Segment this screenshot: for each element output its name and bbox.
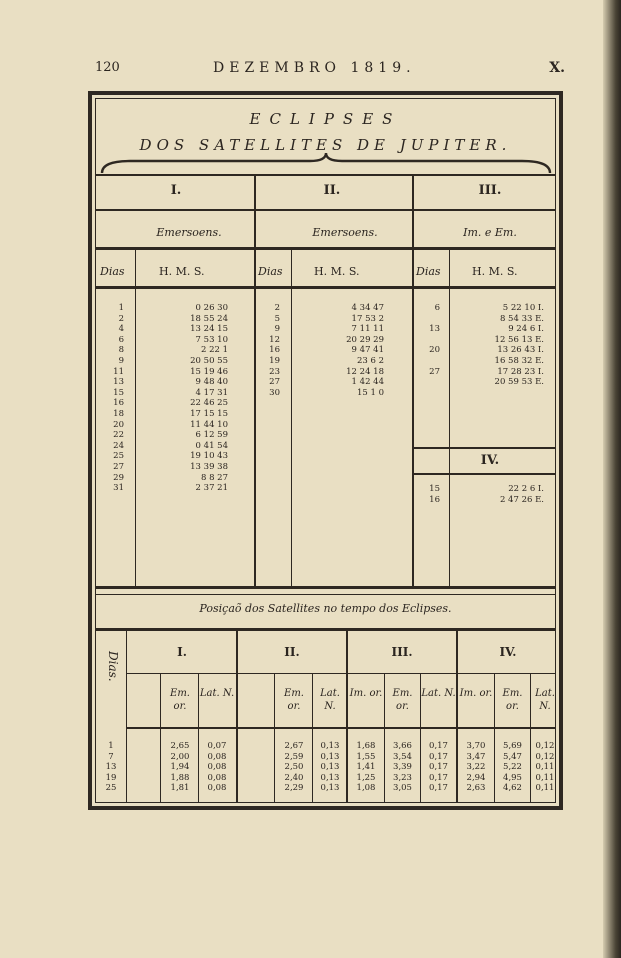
sat3-subheader: Im. e Em.	[463, 226, 517, 239]
position-cell: 25	[105, 783, 117, 793]
table-cell-time: 20 29 29	[346, 334, 384, 345]
position-cell: 2,29	[284, 783, 304, 793]
position-cell: 4,95	[503, 772, 522, 783]
table-cell-day: 13	[113, 377, 124, 388]
table-cell-day: 19	[269, 355, 280, 366]
position-cell: 1,25	[356, 772, 376, 783]
pos-I-em-column	[162, 741, 198, 794]
position-cell: 0,17	[429, 762, 448, 772]
pos-days-column	[100, 741, 122, 794]
table-cell-time: 2 37 21	[195, 483, 228, 494]
table-cell-day	[414, 377, 440, 388]
pos-IV-im-column	[458, 741, 494, 794]
brace-ornament	[100, 151, 552, 175]
position-cell: 0,08	[207, 772, 227, 783]
pos-III-lat-head: Lat. N.	[421, 688, 456, 699]
table-cell-time: 4 34 47	[351, 303, 384, 313]
rule-col-head	[96, 286, 555, 289]
pos-IV-em-head: Em. or.	[502, 688, 523, 712]
sat4-days-column	[414, 484, 440, 505]
position-cell: 0,17	[429, 772, 448, 783]
position-cell: 3,23	[393, 772, 412, 783]
position-cell: 4,62	[503, 783, 522, 793]
table-cell-day: 12	[269, 334, 280, 345]
table-cell-day: 6	[118, 334, 124, 345]
position-cell: 0,12	[535, 751, 555, 762]
rule-pos-top	[96, 594, 555, 595]
divider-dias2	[291, 250, 292, 586]
position-cell: 3,66	[393, 741, 412, 751]
pos-II-em-column	[276, 741, 312, 794]
position-cell: 0,13	[320, 741, 340, 751]
position-cell: 2,67	[284, 741, 304, 751]
pos-sat4-header: IV.	[499, 645, 517, 659]
position-cell: 1,41	[356, 762, 376, 772]
sat1-hms-label: H. M. S.	[159, 265, 205, 278]
table-cell-day: 25	[113, 451, 124, 462]
rule-sat-head	[96, 209, 555, 211]
pos-III-em-head: Em. or.	[392, 688, 413, 712]
table-cell-time: 13 26 43 I.	[497, 345, 544, 356]
position-cell: 1,08	[356, 783, 376, 793]
pos-III-im-head: Im. or.	[349, 688, 383, 699]
table-cell-day: 27	[113, 461, 124, 472]
position-cell: 5,22	[503, 762, 522, 772]
table-cell-day: 27	[269, 377, 280, 388]
table-cell-day: 29	[113, 472, 124, 483]
divider-dias1	[135, 250, 136, 586]
table-cell-time: 17 53 2	[351, 313, 384, 324]
pos-I-lat-column	[199, 741, 235, 794]
position-cell: 1,55	[356, 751, 376, 762]
table-cell-time: 7 53 10	[195, 334, 228, 345]
pos-sat3-header: III.	[391, 645, 413, 659]
sat1-times-column	[142, 303, 228, 494]
table-cell-time: 8 8 27	[200, 472, 228, 483]
position-cell: 0,13	[320, 762, 340, 772]
table-cell-time: 20 50 55	[190, 355, 228, 366]
table-cell-time: 12 56 13 E.	[494, 334, 544, 345]
rule-upper-bottom	[96, 586, 555, 589]
pos-III-lat-column	[421, 741, 456, 794]
table-cell-time: 0 41 54	[195, 440, 228, 451]
position-cell: 0,07	[207, 741, 227, 751]
pos-IV-im-head: Im. or.	[459, 688, 493, 699]
pos-I-lat-head: Lat. N.	[199, 688, 235, 699]
table-cell-day: 1	[118, 303, 124, 313]
position-cell: 1,68	[356, 741, 376, 751]
table-cell-time: 13 24 15	[190, 324, 228, 335]
pos-sat1-header: I.	[177, 645, 187, 659]
position-cell: 13	[105, 762, 117, 772]
sat2-times-column	[296, 303, 384, 398]
table-cell-day: 16	[113, 398, 124, 409]
pos-sub-II-a	[274, 674, 275, 803]
table-cell-day: 23	[269, 366, 280, 377]
pos-III-em-column	[385, 741, 420, 794]
position-cell: 19	[105, 772, 117, 783]
position-cell: 5,47	[503, 751, 522, 762]
position-cell: 0,08	[207, 762, 227, 772]
table-cell-day: 2	[118, 313, 124, 324]
positions-title: Posiçaõ dos Satellites no tempo dos Eclipses.	[199, 602, 452, 615]
rule-sat4-head	[414, 473, 555, 475]
pos-IV-em-column	[495, 741, 530, 794]
position-cell: 2,40	[284, 772, 304, 783]
table-cell-day: 15	[429, 484, 440, 494]
position-cell: 0,12	[535, 741, 555, 751]
table-cell-day: 8	[118, 345, 124, 356]
table-cell-day: 31	[113, 483, 124, 494]
table-cell-time: 2 22 1	[200, 345, 228, 356]
sat3-header: III.	[478, 183, 502, 198]
position-cell: 5,69	[503, 741, 522, 751]
pos-IV-lat-column	[531, 741, 559, 794]
page-number: 120	[95, 60, 120, 75]
position-cell: 1,88	[170, 772, 190, 783]
table-cell-time: 7 11 11	[351, 324, 384, 335]
eclipse-table-frame	[88, 91, 563, 810]
pos-divider-dias	[126, 631, 127, 803]
rule-pos-title	[96, 628, 555, 631]
position-cell: 3,05	[393, 783, 412, 793]
sat2-dias-label: Dias	[258, 265, 283, 278]
table-cell-time: 15 19 46	[190, 366, 228, 377]
sat1-subheader: Emersoens.	[156, 226, 222, 239]
table-cell-time: 20 59 53 E.	[494, 377, 544, 388]
pos-dias-label: Dias.	[106, 651, 120, 682]
sat2-hms-label: H. M. S.	[314, 265, 360, 278]
position-cell: 0,17	[429, 741, 448, 751]
position-cell: 2,63	[466, 783, 486, 793]
pos-II-lat-head: Lat. N.	[320, 688, 340, 712]
sat1-days-column	[98, 303, 124, 494]
table-cell-day: 9	[118, 355, 124, 366]
position-cell: 3,22	[466, 762, 486, 772]
table-cell-day: 4	[118, 324, 124, 335]
table-cell-day: 24	[113, 440, 124, 451]
table-cell-time: 11 44 10	[190, 419, 228, 430]
sat2-header: II.	[323, 183, 341, 198]
table-cell-day: 11	[113, 366, 124, 377]
table-cell-time: 5 22 10 I.	[502, 303, 544, 313]
table-cell-day: 15	[113, 387, 124, 398]
table-cell-day: 18	[113, 408, 124, 419]
table-cell-day: 9	[274, 324, 280, 335]
pos-II-lat-column	[313, 741, 347, 794]
table-cell-time: 9 48 40	[195, 377, 228, 388]
pos-sat2-header: II.	[284, 645, 300, 659]
position-cell: 0,08	[207, 783, 227, 793]
position-cell: 2,00	[170, 751, 190, 762]
table-cell-day: 27	[429, 366, 440, 377]
position-cell: 0,11	[535, 783, 555, 793]
position-cell: 1,94	[170, 762, 190, 772]
position-cell: 3,70	[466, 741, 486, 751]
table-cell-day: 20	[113, 419, 124, 430]
pos-IV-lat-head: Lat. N.	[535, 688, 555, 712]
position-cell: 0,13	[320, 751, 340, 762]
table-cell-time: 18 55 24	[190, 313, 228, 324]
sat3-days-column	[414, 303, 440, 388]
pos-I-em-head: Em. or.	[170, 688, 190, 712]
position-cell: 0,13	[320, 783, 340, 793]
position-cell: 0,13	[320, 772, 340, 783]
table-cell-time: 17 15 15	[190, 408, 228, 419]
sat4-header: IV.	[480, 453, 500, 468]
pos-III-im-column	[348, 741, 384, 794]
table-cell-day	[414, 335, 440, 346]
pos-II-em-head: Em. or.	[284, 688, 304, 712]
sat3-dias-label: Dias	[416, 265, 441, 278]
position-cell: 0,11	[535, 762, 555, 772]
position-cell: 3,47	[466, 751, 486, 762]
section-number: X.	[549, 60, 565, 76]
table-cell-time: 12 24 18	[346, 366, 384, 377]
table-cell-time: 1 42 44	[351, 377, 384, 388]
position-cell: 3,54	[393, 751, 412, 762]
table-cell-time: 16 58 32 E.	[494, 355, 544, 366]
table-cell-time: 9 24 6 I.	[508, 324, 544, 335]
sat3-hms-label: H. M. S.	[472, 265, 518, 278]
table-cell-time: 22 2 6 I.	[508, 484, 544, 494]
position-cell: 2,50	[284, 762, 304, 772]
table-cell-day: 16	[429, 494, 440, 505]
table-cell-day: 6	[434, 303, 440, 313]
position-cell: 7	[108, 751, 114, 762]
table-title-line1: ECLIPSES	[249, 110, 402, 128]
table-cell-time: 22 46 25	[190, 398, 228, 409]
table-title-line2: DOS SATELLITES DE JUPITER.	[139, 136, 512, 154]
table-cell-day: 22	[113, 430, 124, 441]
table-cell-time: 15 1 0	[356, 387, 384, 398]
divider-dias3	[449, 250, 450, 586]
position-cell: 2,94	[466, 772, 486, 783]
table-cell-day: 20	[429, 345, 440, 356]
rule-pos-sat	[126, 673, 555, 674]
table-cell-day: 13	[429, 324, 440, 335]
position-cell: 0,11	[535, 772, 555, 783]
rule-pos-sub	[126, 727, 555, 729]
sat4-times-column	[454, 484, 544, 505]
table-cell-time: 23 6 2	[356, 355, 384, 366]
rule-sub-head	[96, 247, 555, 250]
position-cell: 1	[108, 741, 114, 751]
pos-sub-I-a	[160, 674, 161, 803]
position-cell: 2,65	[170, 741, 190, 751]
sat1-dias-label: Dias	[100, 265, 125, 278]
position-cell: 0,17	[429, 783, 448, 793]
page-edge-shadow	[603, 0, 621, 958]
position-cell: 3,39	[393, 762, 412, 772]
position-cell: 2,59	[284, 751, 304, 762]
table-cell-time: 6 12 59	[195, 430, 228, 441]
position-cell: 0,08	[207, 751, 227, 762]
pos-divider-I-II	[236, 631, 238, 803]
table-cell-time: 17 28 23 I.	[497, 366, 544, 377]
table-cell-day: 2	[274, 303, 280, 313]
table-cell-time: 2 47 26 E.	[499, 494, 544, 505]
sat3-times-column	[454, 303, 544, 388]
table-cell-day	[414, 356, 440, 367]
table-cell-day	[414, 314, 440, 325]
rule-upper-top	[96, 174, 555, 176]
table-cell-time: 0 26 30	[195, 303, 228, 313]
sat1-header: I.	[170, 183, 182, 198]
table-cell-day: 30	[269, 387, 280, 398]
sat2-subheader: Emersoens.	[312, 226, 378, 239]
position-cell: 0,17	[429, 751, 448, 762]
table-cell-time: 13 39 38	[190, 461, 228, 472]
table-cell-day: 16	[269, 345, 280, 356]
running-head	[95, 60, 565, 82]
table-cell-time: 9 47 41	[351, 345, 384, 356]
month-title: DEZEMBRO 1819.	[213, 60, 416, 76]
divider-sat1-sat2	[254, 174, 256, 586]
table-cell-day: 5	[274, 313, 280, 324]
table-cell-time: 8 54 33 E.	[499, 313, 544, 324]
table-cell-time: 4 17 31	[195, 387, 228, 398]
sat2-days-column	[258, 303, 280, 398]
rule-sat4-top	[414, 447, 555, 449]
table-cell-time: 19 10 43	[190, 451, 228, 462]
position-cell: 1,81	[170, 783, 190, 793]
